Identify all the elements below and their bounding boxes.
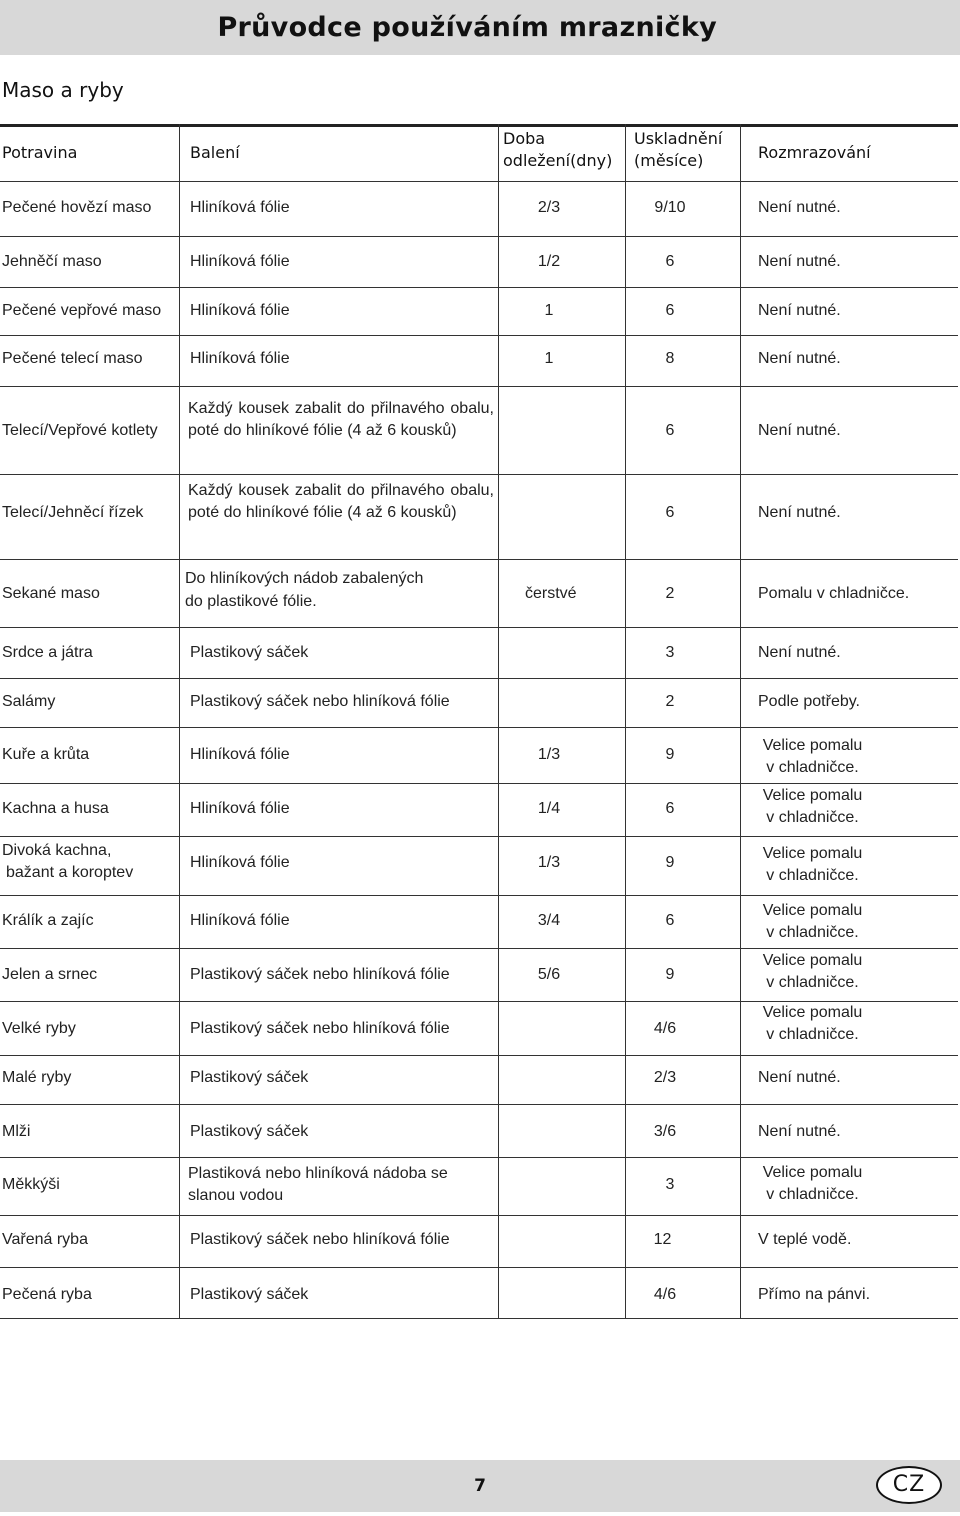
cell-thaw-days: 1 — [544, 350, 554, 367]
cell-packaging: Plastikový sáček nebo hliníková fólie — [190, 1020, 450, 1037]
cell-food: Mlži — [2, 1123, 31, 1140]
cell-food: Telecí/Vepřové kotlety — [2, 422, 158, 439]
cell-packaging-line1: Plastiková nebo hliníková nádoba se — [188, 1165, 448, 1182]
row-divider — [0, 1157, 958, 1158]
row-divider — [0, 1267, 958, 1268]
cell-defrost-line1: Velice pomalu — [762, 787, 863, 804]
cell-defrost: Není nutné. — [758, 504, 841, 521]
cell-thaw-days: 1/3 — [537, 746, 561, 763]
cell-packaging: Hliníková fólie — [190, 746, 290, 763]
cell-packaging: Plastikový sáček nebo hliníková fólie — [190, 1231, 450, 1248]
cell-defrost-line2: v chladničce. — [766, 974, 859, 991]
row-divider — [0, 627, 958, 628]
cell-storage-months: 6 — [665, 912, 675, 929]
row-divider — [0, 287, 958, 288]
header-food: Potravina — [2, 143, 78, 162]
cell-food: Pečené telecí maso — [2, 350, 143, 367]
cell-defrost-line1: Velice pomalu — [762, 952, 863, 969]
cell-thaw-days: 1/2 — [537, 253, 561, 270]
page-title: Průvodce používáním mrazničky — [217, 12, 717, 43]
row-divider — [0, 1055, 958, 1056]
header-storage-1: Uskladnění — [634, 129, 723, 148]
cell-defrost: Není nutné. — [758, 350, 841, 367]
cell-packaging: Každý kousek zabalit do přilnavého obalu, poté do hliníkové fólie (4 až 6 kousků) — [188, 400, 494, 439]
cell-storage-months: 3 — [665, 1176, 675, 1193]
cell-defrost: V teplé vodě. — [758, 1231, 852, 1248]
header-thaw-days-1: Doba — [503, 129, 546, 148]
cell-thaw-days: 2/3 — [537, 199, 561, 216]
cell-packaging: Hliníková fólie — [190, 912, 290, 929]
cell-food: Srdce a játra — [2, 644, 93, 661]
cell-packaging: Hliníková fólie — [190, 253, 290, 270]
row-divider — [0, 474, 958, 475]
cell-packaging: Plastikový sáček nebo hliníková fólie — [190, 966, 450, 983]
cell-thaw-days: 1/4 — [537, 800, 561, 817]
cell-packaging: Hliníková fólie — [190, 302, 290, 319]
cell-defrost-line2: v chladničce. — [766, 759, 859, 776]
cell-storage-months: 2 — [665, 693, 675, 710]
cell-defrost: Podle potřeby. — [758, 693, 860, 710]
cell-food: Jelen a srnec — [2, 966, 98, 983]
row-divider — [0, 386, 958, 387]
cell-food: Telecí/Jehněcí řízek — [2, 504, 144, 521]
cell-storage-months: 4/6 — [653, 1286, 677, 1303]
cell-defrost: Není nutné. — [758, 199, 841, 216]
cell-food: Kuře a krůta — [2, 746, 90, 763]
cell-packaging: Hliníková fólie — [190, 800, 290, 817]
cell-thaw-days: 1 — [544, 302, 554, 319]
row-divider — [0, 727, 958, 728]
cell-storage-months: 6 — [665, 504, 675, 521]
column-divider — [179, 124, 180, 1318]
cell-thaw-days: 1/3 — [537, 854, 561, 871]
cell-food: Měkkýši — [2, 1176, 60, 1193]
cell-storage-months: 3/6 — [653, 1123, 677, 1140]
cell-storage-months: 9 — [665, 966, 675, 983]
row-divider — [0, 895, 958, 896]
cell-food: Kachna a husa — [2, 800, 109, 817]
cell-defrost: Není nutné. — [758, 1069, 841, 1086]
cell-food: Sekané maso — [2, 585, 100, 602]
cell-packaging: Plastikový sáček — [190, 644, 309, 661]
row-divider — [0, 836, 958, 837]
cell-storage-months: 8 — [665, 350, 675, 367]
cell-food: Pečená ryba — [2, 1286, 92, 1303]
cell-defrost-line1: Velice pomalu — [762, 1004, 863, 1021]
column-divider — [740, 124, 741, 1318]
row-divider — [0, 1104, 958, 1105]
cell-defrost: Není nutné. — [758, 422, 841, 439]
row-divider — [0, 181, 958, 182]
header-storage-2: (měsíce) — [634, 151, 704, 170]
row-divider — [0, 678, 958, 679]
cell-food: Salámy — [2, 693, 56, 710]
row-divider — [0, 783, 958, 784]
cell-food: Vařená ryba — [2, 1231, 88, 1248]
cell-packaging: Hliníková fólie — [190, 854, 290, 871]
cell-defrost-line1: Velice pomalu — [762, 737, 863, 754]
cell-storage-months: 6 — [665, 302, 675, 319]
cell-packaging: Plastikový sáček — [190, 1069, 309, 1086]
cell-packaging: Každý kousek zabalit do přilnavého obalu, poté do hliníkové fólie (4 až 6 kousků) — [188, 482, 494, 521]
row-divider — [0, 1215, 958, 1216]
cell-defrost-line2: v chladničce. — [766, 1026, 859, 1043]
cell-defrost: Není nutné. — [758, 1123, 841, 1140]
cell-storage-months: 9 — [665, 746, 675, 763]
cell-storage-months: 3 — [665, 644, 675, 661]
cell-storage-months: 2 — [665, 585, 675, 602]
header-thaw-days-2: odležení(dny) — [503, 151, 613, 170]
cell-thaw-days: 3/4 — [537, 912, 561, 929]
cell-packaging: Hliníková fólie — [190, 199, 290, 216]
cell-storage-months: 6 — [665, 800, 675, 817]
cell-storage-months: 6 — [665, 253, 675, 270]
section-title: Maso a ryby — [2, 78, 124, 102]
cell-defrost-line1: Velice pomalu — [762, 902, 863, 919]
cell-food: Malé ryby — [2, 1069, 72, 1086]
cell-storage-months: 6 — [665, 422, 675, 439]
cell-packaging-line2: do plastikové fólie. — [185, 593, 317, 610]
row-divider — [0, 559, 958, 560]
cell-defrost: Přímo na pánvi. — [758, 1286, 871, 1303]
table-top-rule — [0, 124, 958, 127]
header-defrost: Rozmrazování — [758, 143, 871, 162]
cell-defrost: Není nutné. — [758, 253, 841, 270]
cell-thaw-days: čerstvé — [525, 585, 577, 602]
cell-packaging: Plastikový sáček nebo hliníková fólie — [190, 693, 450, 710]
cell-packaging-line1: Do hliníkových nádob zabalených — [185, 570, 424, 587]
cell-food: Pečené hovězí maso — [2, 199, 152, 216]
row-divider — [0, 948, 958, 949]
cell-packaging: Plastikový sáček — [190, 1123, 309, 1140]
cell-storage-months: 4/6 — [653, 1020, 677, 1037]
cell-food-line1: Divoká kachna, — [2, 842, 112, 859]
cell-food: Králík a zajíc — [2, 912, 94, 929]
cell-storage-months: 2/3 — [653, 1069, 677, 1086]
cell-defrost-line2: v chladničce. — [766, 924, 859, 941]
cell-packaging: Plastikový sáček — [190, 1286, 309, 1303]
cell-defrost: Pomalu v chladničce. — [758, 585, 910, 602]
cell-defrost-line2: v chladničce. — [766, 867, 859, 884]
cell-food-line2: bažant a koroptev — [6, 864, 134, 881]
language-badge: CZ — [876, 1466, 942, 1504]
cell-defrost: Není nutné. — [758, 644, 841, 661]
cell-storage-months: 12 — [653, 1231, 672, 1248]
row-divider — [0, 236, 958, 237]
cell-packaging: Hliníková fólie — [190, 350, 290, 367]
cell-packaging-line2: slanou vodou — [188, 1187, 284, 1204]
cell-storage-months: 9/10 — [654, 199, 686, 216]
page-number: 7 — [474, 1476, 486, 1496]
cell-defrost-line1: Velice pomalu — [762, 1164, 863, 1181]
cell-thaw-days: 5/6 — [537, 966, 561, 983]
cell-storage-months: 9 — [665, 854, 675, 871]
cell-food: Pečené vepřové maso — [2, 302, 162, 319]
cell-defrost-line2: v chladničce. — [766, 809, 859, 826]
cell-food: Jehněčí maso — [2, 253, 102, 270]
cell-defrost: Není nutné. — [758, 302, 841, 319]
cell-food: Velké ryby — [2, 1020, 76, 1037]
table-bottom-rule — [0, 1318, 958, 1319]
row-divider — [0, 335, 958, 336]
cell-defrost-line1: Velice pomalu — [762, 845, 863, 862]
cell-defrost-line2: v chladničce. — [766, 1186, 859, 1203]
header-packaging: Balení — [190, 143, 240, 162]
